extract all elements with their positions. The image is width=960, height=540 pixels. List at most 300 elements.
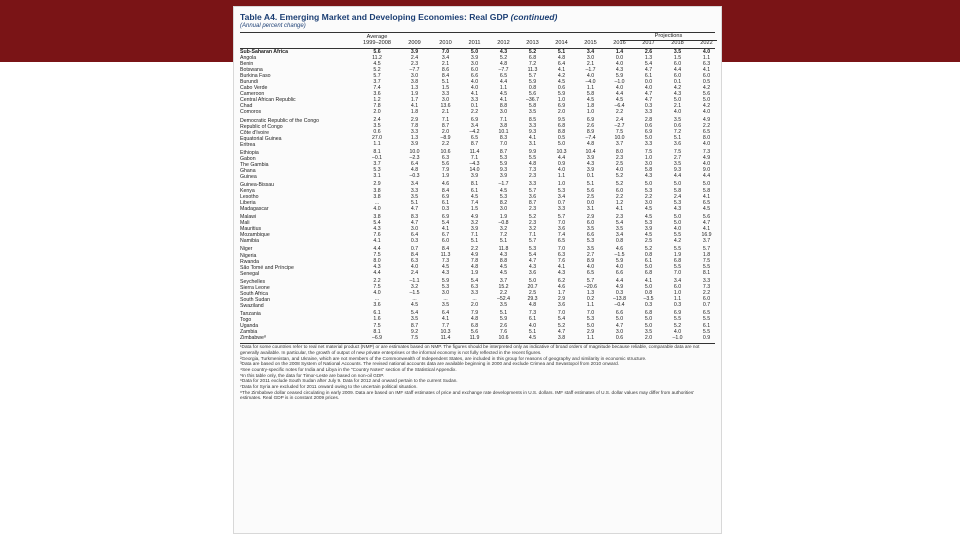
gdp-value: 3.0 [441,96,450,103]
projections-label: Projections [620,33,717,41]
gdp-value: 3.3 [528,181,537,188]
gdp-value: 6.1 [644,258,653,265]
gdp-value: 6.8 [528,54,537,61]
gdp-value: 3.5 [499,302,508,309]
gdp-value: 7.4 [557,231,566,238]
gdp-value: 4.6 [441,181,450,188]
country-name: Liberia [240,200,256,207]
gdp-value: 5.5 [702,328,711,335]
gdp-value: 3.7 [702,237,711,244]
gdp-value: 8.4 [441,245,450,252]
gdp-value: 2.5 [644,237,653,244]
gdp-value: 7.1 [470,155,479,162]
gdp-value: 3.9 [410,48,419,55]
gdp-value: 6.3 [410,258,419,265]
gdp-value: 7.3 [528,310,537,317]
gdp-value: 5.3 [528,245,537,252]
gdp-value: 3.4 [673,278,682,285]
gdp-value: 2.2 [644,193,653,200]
gdp-value: 5.2 [373,66,381,73]
gdp-value: 4.0 [586,264,595,271]
gdp-value: 5.4 [373,219,381,226]
gdp-value: 6.0 [673,72,682,79]
gdp-value: –1.7 [498,181,509,188]
country-name: Lesotho [240,194,259,201]
year-header: 2018 [671,40,684,46]
table-row [240,335,715,341]
gdp-value: –7.7 [409,66,420,73]
table-header [240,32,715,49]
gdp-value: –0.8 [498,219,509,226]
gdp-value: 3.6 [673,141,682,148]
gdp-value: 2.7 [673,155,682,162]
gdp-value: 5.7 [702,245,711,252]
gdp-value: 2.4 [673,193,682,200]
gdp-value: 0.3 [615,290,624,297]
table-row [240,206,715,212]
gdp-value: 3.0 [644,199,653,206]
gdp-value: 6.8 [644,310,653,317]
gdp-value: 3.4 [615,231,624,238]
footnote: ¹Data for some countries refer to real net material product (NMP) or are estimates based on NMP. The figures should be interpreted only as indicative of broad orders of magnitude because reliable, comparable data are not generally available. In particular, the growth of output of new private enterprises or the informal economy is not fully reflected in the recent figures. [240,344,700,355]
gdp-value: 6.8 [644,270,653,277]
gdp-value: 6.5 [702,310,711,317]
country-name: Equatorial Guinea [240,135,282,142]
gdp-value: –36.7 [526,96,539,103]
gdp-value: 11.8 [498,245,509,252]
gdp-value: 4.1 [644,278,653,285]
table-row [240,174,715,180]
country-name: Sierra Leone [240,284,270,291]
gdp-value: 5.1 [557,48,566,55]
gdp-value: 3.4 [470,123,479,130]
gdp-value: 11.9 [469,334,480,341]
gdp-value: 1.8 [410,108,419,115]
gdp-value: 7.7 [441,322,450,329]
gdp-value: 5.0 [557,141,566,148]
gdp-value: 3.4 [410,181,419,188]
gdp-value: 4.7 [644,66,653,73]
gdp-value: 6.1 [441,199,450,206]
gdp-value: 3.2 [528,225,537,232]
gdp-value: 5.5 [702,316,711,323]
gdp-value: 5.1 [410,199,419,206]
gdp-value: 7.4 [373,84,381,91]
gdp-value: 0.3 [673,302,682,309]
gdp-value: 1.1 [586,84,595,91]
gdp-value: 4.1 [702,225,711,232]
gdp-value: 7.2 [499,231,508,238]
gdp-value: 5.8 [586,90,595,97]
gdp-value: 4.8 [528,161,537,168]
gdp-value: 5.6 [441,161,450,168]
gdp-value: 7.3 [702,284,711,291]
gdp-value: 6.0 [615,187,624,194]
gdp-value: 5.2 [557,322,566,329]
gdp-value: 5.2 [528,213,537,220]
gdp-value: 4.0 [702,161,711,168]
gdp-value: 3.9 [499,173,508,180]
gdp-value: 3.3 [410,129,419,136]
gdp-value: 1.7 [410,96,419,103]
gdp-value: 3.6 [557,302,566,309]
gdp-value: 3.1 [586,205,595,212]
gdp-value: 4.3 [586,161,595,168]
gdp-value: 4.3 [557,270,566,277]
document-page [233,6,722,534]
gdp-value: 4.1 [373,237,381,244]
country-name: Rwanda [240,258,260,265]
gdp-value: 5.2 [528,48,537,55]
gdp-value: 0.7 [557,199,566,206]
gdp-value: 7.8 [373,102,381,109]
country-name: Burundi [240,79,258,86]
gdp-value: 5.4 [410,310,419,317]
gdp-value: 3.8 [373,213,381,220]
gdp-value: –1.7 [585,66,596,73]
table-title-suffix: (continued) [510,12,558,22]
gdp-value: 7.4 [470,199,479,206]
gdp-value: 3.0 [410,72,419,79]
gdp-value: 4.4 [557,155,566,162]
gdp-value: 15.2 [498,284,509,291]
table-row [240,109,715,115]
gdp-value: 5.0 [644,181,653,188]
gdp-value: 5.1 [499,310,508,317]
gdp-value: 5.1 [470,237,479,244]
gdp-value: 3.3 [702,278,711,285]
gdp-value: 3.0 [644,161,653,168]
table-row [240,303,715,309]
gdp-value: 4.3 [644,173,653,180]
gdp-value: 4.0 [373,290,381,297]
gdp-value: 6.6 [470,72,479,79]
gdp-value: –3.5 [643,296,654,303]
gdp-value: 8.0 [702,135,711,142]
gdp-value: 1.9 [441,173,450,180]
gdp-value: 4.6 [557,284,566,291]
gdp-value: 4.1 [441,316,450,323]
gdp-value: –1.0 [672,334,683,341]
gdp-value: 3.5 [586,225,595,232]
country-name: Chad [240,103,253,110]
country-name: South Sudan [240,296,270,303]
gdp-value: 2.6 [499,322,508,329]
gdp-value: –52.4 [497,296,510,303]
gdp-value: 5.7 [586,278,595,285]
gdp-value: 0.2 [586,296,595,303]
gdp-value: 1.5 [673,54,682,61]
gdp-value: 8.4 [441,187,450,194]
gdp-value: 8.7 [470,141,479,148]
gdp-value: 4.7 [410,205,419,212]
gdp-value: 4.5 [410,302,419,309]
gdp-value: 4.6 [615,245,624,252]
gdp-value: 5.8 [673,187,682,194]
gdp-value: 4.8 [470,264,479,271]
gdp-value: 27.0 [371,135,383,142]
country-name: Côte d'Ivoire [240,129,269,136]
gdp-value: 5.3 [644,187,653,194]
footnote: ⁷Data for Syria are excluded for 2011 onward owing to the uncertain political situation. [240,384,418,390]
gdp-value: 2.2 [702,290,711,297]
gdp-value: 8.1 [470,181,479,188]
table-subtitle: (Annual percent change) [240,23,306,29]
gdp-value: 4.8 [586,141,595,148]
gdp-value: 5.0 [673,219,682,226]
gdp-value: 4.1 [615,205,624,212]
gdp-value: 0.3 [441,205,450,212]
gdp-value: 4.0 [410,264,419,271]
gdp-value: 6.8 [557,123,566,130]
gdp-value: 4.8 [557,54,566,61]
gdp-value: 3.5 [441,302,450,309]
gdp-value: 5.1 [499,237,508,244]
gdp-value: 2.4 [615,117,624,124]
gdp-value: 5.9 [499,316,508,323]
gdp-value: 2.2 [441,141,450,148]
country-name: Mauritius [240,226,262,233]
gdp-value: –6.4 [614,102,625,109]
gdp-value: 3.0 [499,108,508,115]
gdp-value: 8.4 [441,72,450,79]
gdp-value: 5.5 [673,245,682,252]
gdp-value: ... [472,296,477,303]
gdp-value: 5.9 [528,78,537,85]
gdp-value: 4.4 [702,173,711,180]
gdp-value: 2.9 [410,117,419,124]
year-header: 2009 [408,40,421,46]
country-name: Cabo Verde [240,85,268,92]
gdp-value: 2.2 [499,290,508,297]
country-name: Mali [240,220,250,227]
gdp-value: 4.7 [702,219,711,226]
gdp-value: 4.5 [499,187,508,194]
gdp-value: 7.0 [441,48,450,55]
gdp-value: 5.4 [644,60,653,67]
year-header: 2010 [439,40,452,46]
gdp-value: 3.5 [528,108,537,115]
gdp-value: 1.1 [557,173,566,180]
gdp-value: 5.3 [644,219,653,226]
gdp-value: 5.5 [673,264,682,271]
gdp-value: 4.3 [615,66,624,73]
gdp-value: 2.2 [615,108,624,115]
gdp-value: 0.1 [470,102,479,109]
country-name: Kenya [240,188,255,195]
gdp-value: 11.2 [372,54,382,61]
country-name: Seychelles [240,278,266,285]
gdp-value: 4.0 [673,225,682,232]
gdp-value: 6.9 [673,310,682,317]
gdp-value: 0.8 [528,84,537,91]
gdp-value: 0.0 [615,54,624,61]
gdp-value: 8.9 [586,129,595,136]
country-name: Uganda [240,323,259,330]
gdp-value: ... [412,296,417,303]
gdp-value: 6.5 [702,199,711,206]
gdp-value: 4.5 [441,264,450,271]
gdp-value: 4.1 [702,193,711,200]
gdp-value: 0.8 [644,252,653,258]
gdp-value: 2.9 [586,328,595,335]
gdp-value: 3.6 [528,193,537,200]
gdp-value: 8.1 [373,328,381,335]
gdp-value: –7.4 [585,135,596,142]
gdp-value: 3.0 [441,290,450,297]
gdp-value: 4.0 [528,322,537,329]
gdp-value: 3.5 [673,48,682,55]
average-label: Average [366,34,388,40]
gdp-value: 5.0 [673,213,682,220]
gdp-value: 6.8 [470,322,479,329]
gdp-value: 2.1 [441,60,450,67]
gdp-value: 8.5 [528,117,537,124]
gdp-value: 4.4 [615,278,624,285]
gdp-value: 1.1 [373,141,381,148]
gdp-value: 5.3 [586,316,595,323]
gdp-value: 1.3 [586,290,595,297]
gdp-value: 1.9 [499,213,508,220]
gdp-value: 1.3 [410,84,419,91]
gdp-value: 20.7 [527,284,538,291]
gdp-value: 6.5 [557,237,566,244]
gdp-value: 5.5 [702,264,711,271]
gdp-value: 5.0 [615,316,624,323]
gdp-value: 2.6 [644,48,653,55]
country-name: Ethiopia [240,149,259,156]
gdp-value: 13.6 [440,102,451,109]
gdp-value: 4.5 [499,90,508,97]
gdp-value: 4.0 [615,167,624,174]
gdp-value: –2.7 [614,123,625,130]
gdp-value: 1.5 [470,205,479,212]
gdp-value: 3.9 [470,225,479,232]
gdp-value: 0.1 [673,78,682,85]
gdp-value: 4.2 [702,102,711,109]
gdp-value: 5.4 [528,252,537,258]
gdp-value: 0.8 [615,237,624,244]
gdp-value: 2.5 [528,290,537,297]
gdp-value: 3.9 [586,155,595,162]
gdp-value: 1.8 [702,252,711,258]
gdp-value: 5.9 [557,90,566,97]
year-header: 2017 [642,40,655,46]
gdp-value: 2.9 [586,213,595,220]
gdp-value: 4.9 [702,155,711,162]
gdp-value: 7.3 [441,258,450,265]
gdp-value: 0.6 [615,334,624,341]
gdp-value: 6.0 [470,66,479,73]
gdp-value: 1.5 [441,84,450,91]
gdp-value: 3.2 [410,284,419,291]
gdp-value: 4.3 [499,48,508,55]
gdp-value: 4.2 [702,84,711,91]
table-title-text: Table A4. Emerging Market and Developing Economies: Real GDP [240,12,509,22]
gdp-value: 3.7 [373,78,381,85]
gdp-value: 6.9 [644,129,653,136]
gdp-value: 3.6 [557,225,566,232]
gdp-value: 2.6 [586,123,595,130]
year-header: 2015 [584,40,597,46]
gdp-value: 5.9 [441,278,450,285]
gdp-value: 6.4 [410,231,419,238]
gdp-value: 1.0 [586,108,595,115]
gdp-value: 4.7 [644,90,653,97]
gdp-value: –4.2 [469,129,480,136]
gdp-value: 0.3 [410,237,419,244]
table-title [240,12,715,22]
gdp-value: 7.1 [528,231,537,238]
gdp-value: 2.4 [373,117,381,124]
gdp-value: 0.3 [644,102,653,109]
gdp-value: ... [374,296,380,303]
gdp-value: 5.6 [702,213,711,220]
table-row [240,238,715,244]
gdp-value: 4.2 [673,237,682,244]
gdp-value: 7.5 [373,252,381,258]
gdp-value: 4.5 [615,96,624,103]
gdp-value: 7.9 [470,310,479,317]
country-name: Botswana [240,67,263,74]
gdp-value: 5.9 [499,161,508,168]
gdp-value: 5.9 [615,72,624,79]
gdp-value: 6.0 [673,284,682,291]
gdp-value: 6.1 [373,310,381,317]
gdp-value: 5.0 [644,316,653,323]
gdp-value: 5.2 [499,54,508,61]
gdp-value: 6.3 [441,155,450,162]
gdp-value: 2.0 [441,129,450,136]
gdp-value: 7.2 [528,60,537,67]
gdp-value: 7.5 [410,334,419,341]
gdp-value: 8.3 [499,135,508,142]
gdp-value: 5.0 [644,284,653,291]
gdp-value: 5.1 [528,328,537,335]
gdp-value: 2.8 [644,117,653,124]
gdp-value: 1.1 [586,302,595,309]
gdp-value: 11.4 [469,149,480,156]
gdp-value: 4.0 [615,60,624,67]
gdp-value: 3.3 [470,290,479,297]
gdp-value: 6.0 [673,60,682,67]
gdp-value: 0.1 [586,173,595,180]
country-name: Swaziland [240,302,264,309]
gdp-value: 3.9 [586,167,595,174]
gdp-value: 5.2 [673,322,682,329]
gdp-value: 8.3 [410,213,419,220]
gdp-value: 2.5 [586,193,595,200]
gdp-value: 1.2 [373,96,381,103]
gdp-value: 3.7 [499,278,508,285]
gdp-value: 10.6 [440,149,451,156]
gdp-value: 5.7 [528,72,537,79]
gdp-value: 5.6 [528,90,537,97]
country-name: Benin [240,61,254,68]
gdp-value: 0.9 [702,334,711,341]
country-name: Senegal [240,270,260,277]
gdp-value: 2.0 [644,334,653,341]
gdp-value: 9.3 [673,167,682,174]
gdp-value: 4.3 [673,90,682,97]
gdp-value: –0.3 [409,173,420,180]
gdp-value: 8.0 [373,258,381,265]
gdp-value: 8.1 [373,149,381,156]
gdp-value: 0.0 [644,78,653,85]
gdp-value: 7.0 [499,141,508,148]
gdp-value: 3.5 [644,328,653,335]
gdp-value: 6.9 [441,213,450,220]
